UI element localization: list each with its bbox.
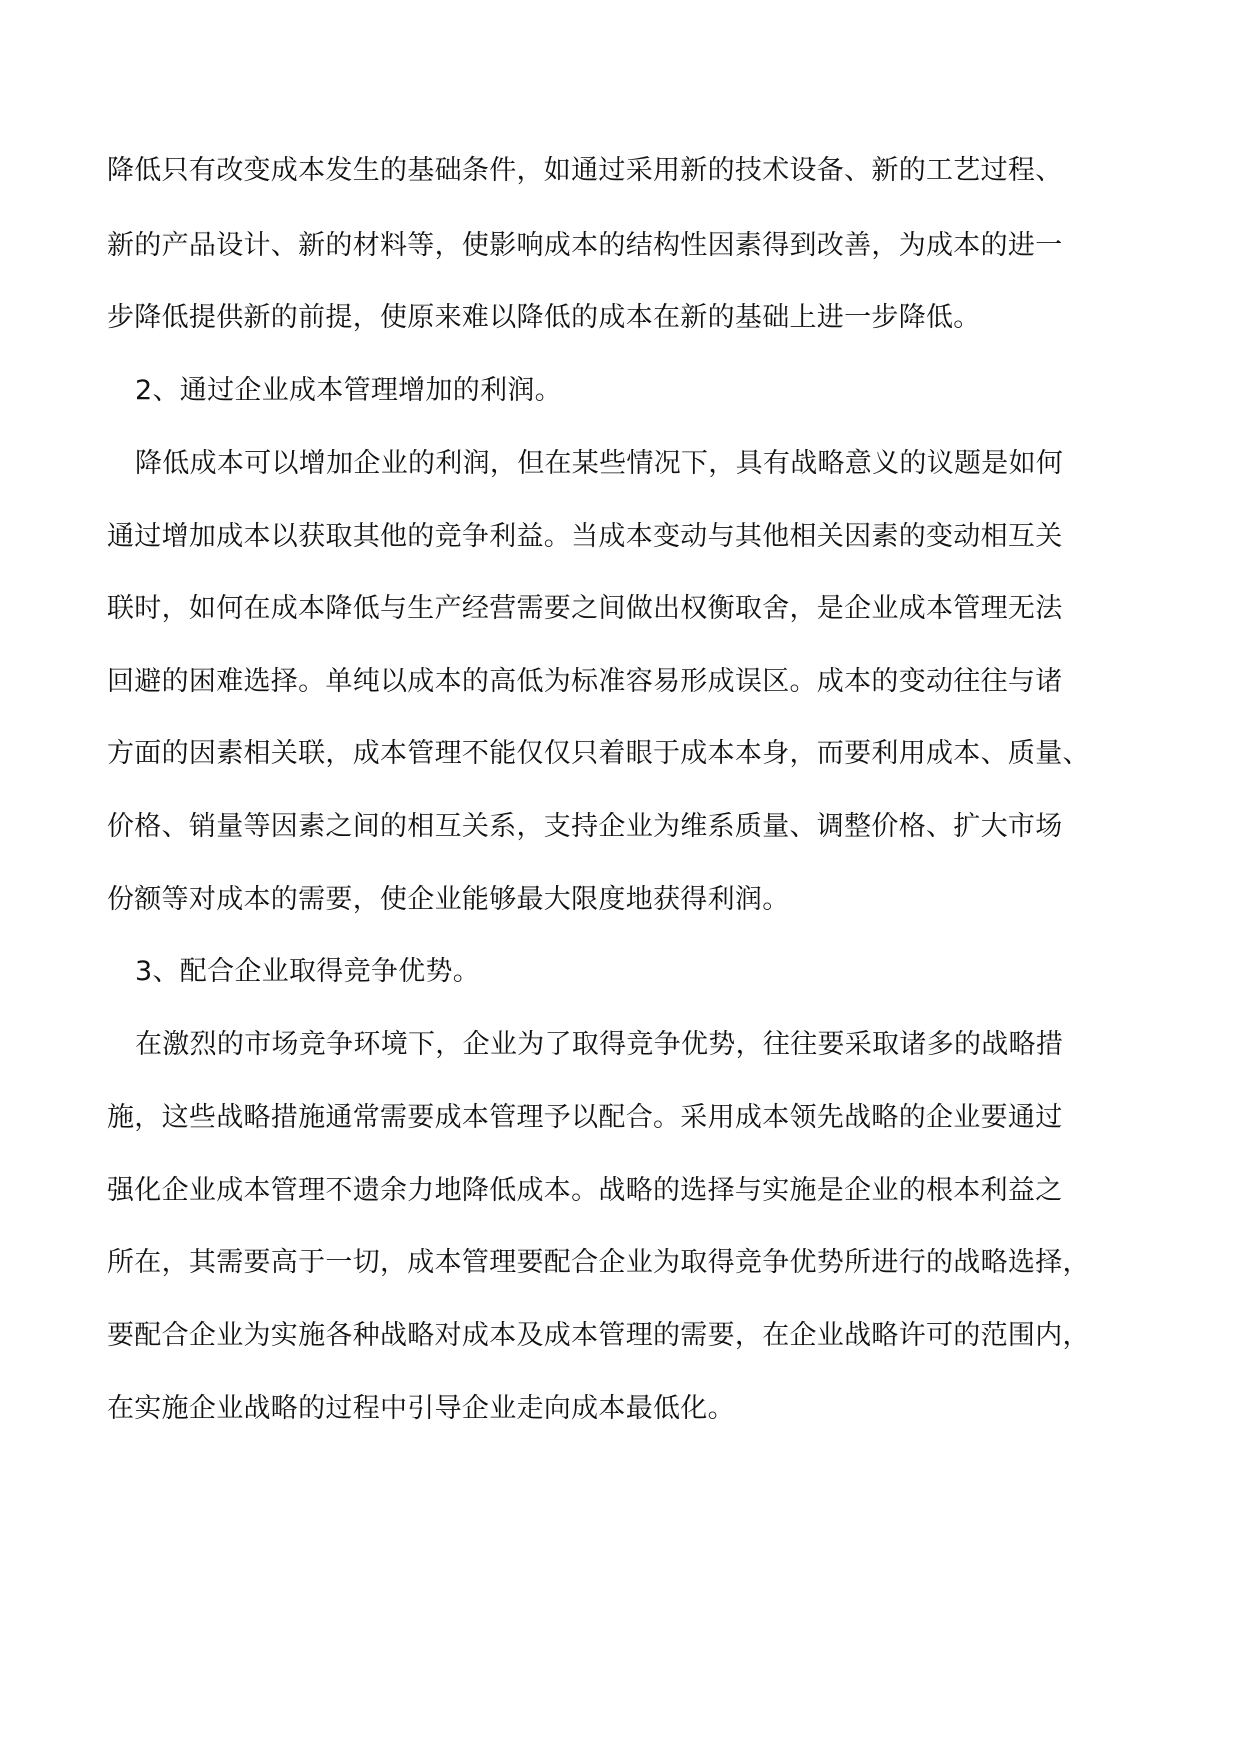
- section-heading: 3、配合企业取得竞争优势。: [135, 956, 481, 987]
- text-line: 通过增加成本以获取其他的竞争利益。当成本变动与其他相关因素的变动相互关: [107, 521, 1063, 552]
- text-line: 价格、销量等因素之间的相互关系，支持企业为维系质量、调整价格、扩大市场: [107, 811, 1063, 842]
- text-line: 在实施企业战略的过程中引导企业走向成本最低化。: [107, 1393, 735, 1424]
- text-line: 降低成本可以增加企业的利润，但在某些情况下，具有战略意义的议题是如何: [135, 448, 1064, 479]
- text-line: 回避的困难选择。单纯以成本的高低为标准容易形成误区。成本的变动往往与诸: [107, 666, 1063, 697]
- text-line: 新的产品设计、新的材料等，使影响成本的结构性因素得到改善，为成本的进一: [107, 230, 1063, 261]
- text-line: 施，这些战略措施通常需要成本管理予以配合。采用成本领先战略的企业要通过: [107, 1102, 1063, 1133]
- text-line: 份额等对成本的需要，使企业能够最大限度地获得利润。: [107, 884, 790, 915]
- section-heading: 2、通过企业成本管理增加的利润。: [135, 375, 562, 406]
- text-line: 方面的因素相关联，成本管理不能仅仅只着眼于成本本身，而要利用成本、质量、: [107, 738, 1090, 769]
- text-line: 强化企业成本管理不遗余力地降低成本。战略的选择与实施是企业的根本利益之: [107, 1175, 1063, 1206]
- text-line: 降低只有改变成本发生的基础条件，如通过采用新的技术设备、新的工艺过程、: [107, 155, 1063, 186]
- text-line: 在激烈的市场竞争环境下，企业为了取得竞争优势，往往要采取诸多的战略措: [135, 1029, 1064, 1060]
- text-line: 步降低提供新的前提，使原来难以降低的成本在新的基础上进一步降低。: [107, 302, 981, 333]
- text-line: 要配合企业为实施各种战略对成本及成本管理的需要，在企业战略许可的范围内，: [107, 1320, 1090, 1351]
- text-line: 联时，如何在成本降低与生产经营需要之间做出权衡取舍，是企业成本管理无法: [107, 593, 1063, 624]
- text-line: 所在，其需要高于一切，成本管理要配合企业为取得竞争优势所进行的战略选择，: [107, 1247, 1090, 1278]
